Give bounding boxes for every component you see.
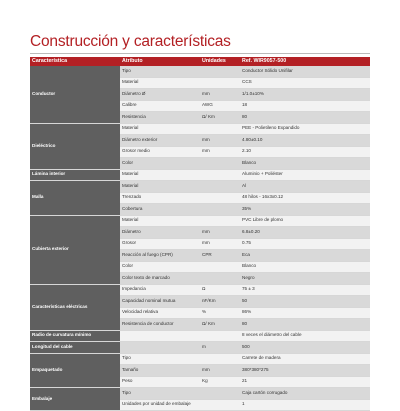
value-cell: Eca — [240, 250, 370, 262]
category-cell: Dieléctrico — [30, 123, 120, 169]
table-row — [30, 353, 370, 365]
attribute-cell: Tipo — [120, 388, 200, 400]
unit-cell: mm — [200, 135, 240, 147]
unit-cell — [200, 261, 240, 273]
unit-cell — [200, 204, 240, 216]
value-cell: 86% — [240, 307, 370, 319]
table-row — [30, 284, 370, 296]
unit-cell: % — [200, 307, 240, 319]
table-row — [30, 169, 370, 181]
value-cell: 48 hilos - 16x3x0.12 — [240, 192, 370, 204]
header-unidades: Unidades — [200, 57, 240, 66]
value-cell: Al — [240, 181, 370, 193]
attribute-cell: Color — [120, 261, 200, 273]
category-cell: Conductor — [30, 66, 120, 123]
category-cell: Empaquetado — [30, 353, 120, 388]
table-row — [30, 181, 370, 193]
unit-cell: Kg — [200, 376, 240, 388]
attribute-cell: Resistencia de conductor — [120, 319, 200, 331]
value-cell: 8 veces el diámetro del cable — [240, 330, 370, 342]
value-cell: 500 — [240, 342, 370, 354]
value-cell: PVC Libre de plomo — [240, 215, 370, 227]
table-row — [30, 388, 370, 400]
unit-cell: AWG — [200, 100, 240, 112]
unit-cell — [200, 169, 240, 181]
attribute-cell: Unidades por unidad de embalaje — [120, 399, 200, 411]
attribute-cell: Material — [120, 181, 200, 193]
category-cell: Características eléctricas — [30, 284, 120, 330]
value-cell: Blanco — [240, 261, 370, 273]
attribute-cell: Diámetro Ø — [120, 89, 200, 101]
category-cell: Radio de curvatura mínimo — [30, 330, 120, 342]
attribute-cell: Material — [120, 215, 200, 227]
value-cell: CCS — [240, 77, 370, 89]
attribute-cell: Reacción al fuego (CPR) — [120, 250, 200, 262]
unit-cell — [200, 215, 240, 227]
value-cell: Caja cartón corrugado — [240, 388, 370, 400]
table-row — [30, 66, 370, 77]
unit-cell — [200, 77, 240, 89]
category-cell: Cubierta exterior — [30, 215, 120, 284]
unit-cell: nF/Km — [200, 296, 240, 308]
unit-cell: mm — [200, 146, 240, 158]
value-cell: 35% — [240, 204, 370, 216]
attribute-cell: Color — [120, 158, 200, 170]
value-cell: 1/1.0±10% — [240, 89, 370, 101]
value-cell: 80 — [240, 319, 370, 331]
category-cell: Embalaje — [30, 388, 120, 411]
table-row — [30, 342, 370, 354]
unit-cell: mm — [200, 365, 240, 377]
value-cell: 21 — [240, 376, 370, 388]
attribute-cell: Tipo — [120, 353, 200, 365]
value-cell: Negro — [240, 273, 370, 285]
table-row — [30, 330, 370, 342]
unit-cell — [200, 66, 240, 77]
value-cell: 0.75 — [240, 238, 370, 250]
unit-cell: Ω — [200, 284, 240, 296]
attribute-cell: Cobertura — [120, 204, 200, 216]
value-cell: Conductor Sólido Unifilar — [240, 66, 370, 77]
unit-cell — [200, 353, 240, 365]
attribute-cell: Peso — [120, 376, 200, 388]
table-header-row — [30, 57, 370, 66]
attribute-cell: Diámetro — [120, 227, 200, 239]
value-cell: 6.8±0.20 — [240, 227, 370, 239]
attribute-cell: Diámetro exterior — [120, 135, 200, 147]
attribute-cell: Resistencia — [120, 112, 200, 124]
unit-cell: m — [200, 342, 240, 354]
attribute-cell: Material — [120, 169, 200, 181]
category-cell: Malla — [30, 181, 120, 216]
attribute-cell: Tamaño — [120, 365, 200, 377]
table-row — [30, 215, 370, 227]
attribute-cell: Trenzado — [120, 192, 200, 204]
unit-cell: mm — [200, 238, 240, 250]
attribute-cell — [120, 342, 200, 354]
spec-table-body — [30, 66, 370, 411]
table-row — [30, 123, 370, 135]
category-cell: Longitud del cable — [30, 342, 120, 354]
unit-cell: CPR — [200, 250, 240, 262]
unit-cell — [200, 158, 240, 170]
unit-cell — [200, 330, 240, 342]
value-cell: 75 ± 3 — [240, 284, 370, 296]
unit-cell — [200, 273, 240, 285]
unit-cell: mm — [200, 89, 240, 101]
attribute-cell: Grosor — [120, 238, 200, 250]
attribute-cell: Impedancia — [120, 284, 200, 296]
spec-table — [30, 57, 370, 411]
attribute-cell: Capacidad nominal mutua — [120, 296, 200, 308]
value-cell: Aluminio + Poliéster — [240, 169, 370, 181]
unit-cell — [200, 192, 240, 204]
unit-cell: Ω/ Km — [200, 112, 240, 124]
attribute-cell: Velocidad relativa — [120, 307, 200, 319]
header-reference: Ref. WIR9057-500 — [240, 57, 370, 66]
attribute-cell: Calibre — [120, 100, 200, 112]
attribute-cell: Grosor medio — [120, 146, 200, 158]
unit-cell — [200, 388, 240, 400]
attribute-cell — [120, 330, 200, 342]
value-cell: Blanco — [240, 158, 370, 170]
value-cell: 2.10 — [240, 146, 370, 158]
title-divider — [30, 53, 370, 54]
unit-cell: Ω/ Km — [200, 319, 240, 331]
value-cell: Carrete de madera — [240, 353, 370, 365]
attribute-cell: Material — [120, 77, 200, 89]
unit-cell: mm — [200, 227, 240, 239]
value-cell: 80 — [240, 112, 370, 124]
value-cell: 380*380*275 — [240, 365, 370, 377]
header-caracteristica: Característica — [30, 57, 120, 66]
value-cell: 50 — [240, 296, 370, 308]
unit-cell — [200, 181, 240, 193]
attribute-cell: Tipo — [120, 66, 200, 77]
attribute-cell: Material — [120, 123, 200, 135]
unit-cell — [200, 123, 240, 135]
attribute-cell: Color texto de marcado — [120, 273, 200, 285]
value-cell: 4.80±0.10 — [240, 135, 370, 147]
unit-cell — [200, 399, 240, 411]
category-cell: Lámina interior — [30, 169, 120, 181]
value-cell: 18 — [240, 100, 370, 112]
value-cell: 1 — [240, 399, 370, 411]
header-atributo: Atributo — [120, 57, 200, 66]
value-cell: PEE - Polietileno Expandido — [240, 123, 370, 135]
page-title: Construcción y características — [30, 33, 231, 50]
